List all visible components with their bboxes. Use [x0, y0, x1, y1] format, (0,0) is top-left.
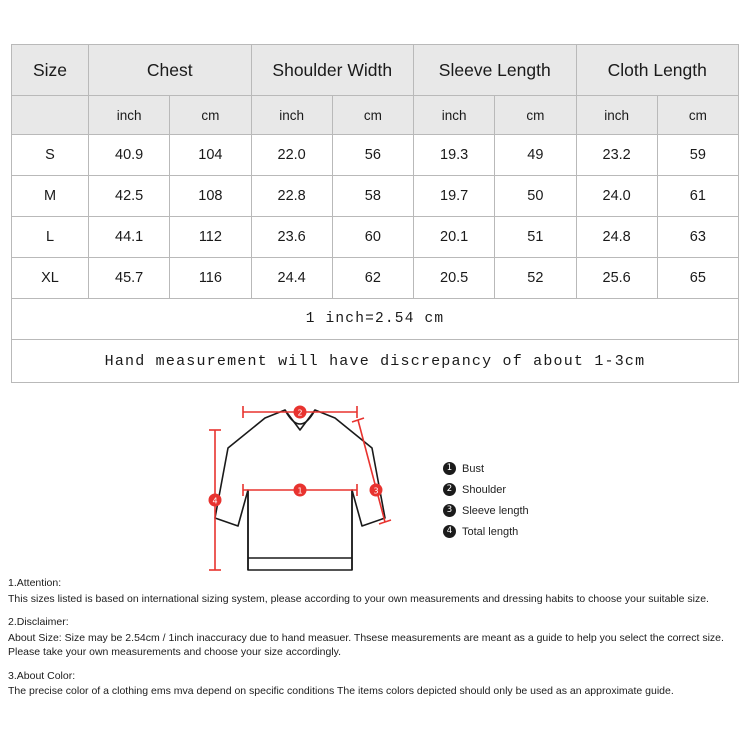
cell-sleeve-inch: 20.1	[414, 217, 495, 258]
unit-shoulder-cm: cm	[332, 96, 413, 135]
measurement-note-row	[12, 340, 739, 383]
header-chest: Chest	[89, 45, 252, 96]
cell-sleeve-inch: 19.7	[414, 176, 495, 217]
diagram-marker-bust	[294, 484, 307, 497]
legend-marker-1-icon: 1	[443, 462, 456, 475]
conversion-note: 1 inch=2.54 cm	[12, 299, 739, 340]
row-size-label: L	[12, 217, 89, 258]
cell-sleeve-cm: 51	[495, 217, 576, 258]
note-attention-body: This sizes listed is based on international sizing system, please according to your own measurements and dressing habits to choose your suitable size.	[8, 592, 709, 605]
svg-text:3: 3	[373, 486, 379, 496]
cell-sleeve-cm: 52	[495, 258, 576, 299]
note-about-color-body: The precise color of a clothing ems mva depend on specific conditions The items colors depicted should only be used as an approximate guide.	[8, 685, 674, 697]
cell-shoulder-cm: 62	[332, 258, 413, 299]
cell-shoulder-cm: 58	[332, 176, 413, 217]
legend-label-shoulder: Shoulder	[462, 483, 507, 496]
note-attention	[8, 576, 743, 606]
table-row	[12, 135, 739, 176]
legend-item-bust	[443, 462, 613, 475]
table-header-row	[12, 45, 739, 96]
measurement-note: Hand measurement will have discrepancy of about 1-3cm	[12, 340, 739, 383]
legend-item-sleeve-length	[443, 504, 613, 517]
measurement-legend	[443, 462, 613, 546]
legend-marker-4-icon: 4	[443, 525, 456, 538]
table-row	[12, 258, 739, 299]
cell-chest-cm: 116	[170, 258, 251, 299]
legend-label-total-length: Total length	[462, 525, 519, 538]
cell-chest-inch: 40.9	[89, 135, 170, 176]
diagram-marker-sleeve	[370, 484, 383, 497]
cell-shoulder-cm: 56	[332, 135, 413, 176]
cell-shoulder-inch: 24.4	[251, 258, 332, 299]
cell-shoulder-inch: 22.0	[251, 135, 332, 176]
svg-text:4: 4	[212, 496, 218, 506]
row-size-label: XL	[12, 258, 89, 299]
conversion-note-row	[12, 299, 739, 340]
header-size: Size	[12, 45, 89, 96]
cell-cloth-inch: 23.2	[576, 135, 657, 176]
row-size-label: M	[12, 176, 89, 217]
legend-item-shoulder	[443, 483, 613, 496]
cell-chest-inch: 44.1	[89, 217, 170, 258]
unit-chest-inch: inch	[89, 96, 170, 135]
legend-label-bust: Bust	[462, 462, 485, 475]
legend-marker-3-icon: 3	[443, 504, 456, 517]
unit-sleeve-cm: cm	[495, 96, 576, 135]
cell-cloth-inch: 25.6	[576, 258, 657, 299]
note-about-color-title: 3.About Color:	[8, 669, 76, 682]
cell-chest-cm: 108	[170, 176, 251, 217]
header-cloth-length: Cloth Length	[576, 45, 739, 96]
header-sleeve-length: Sleeve Length	[414, 45, 577, 96]
svg-text:1: 1	[297, 486, 303, 496]
svg-text:2: 2	[297, 408, 303, 418]
cell-cloth-cm: 59	[657, 135, 738, 176]
size-chart-table-container	[11, 44, 739, 383]
unit-shoulder-inch: inch	[251, 96, 332, 135]
note-disclaimer-title: 2.Disclaimer:	[8, 616, 69, 628]
unit-corner-blank	[12, 96, 89, 135]
note-disclaimer-body: About Size: Size may be 2.54cm / 1inch inaccuracy due to hand measuer. Thsese measurements are meant as a guide to help you select the correct size. Please take your own measurements and choose your size accordingly.	[8, 631, 724, 658]
cell-sleeve-cm: 50	[495, 176, 576, 217]
unit-cloth-cm: cm	[657, 96, 738, 135]
legend-label-sleeve-length: Sleeve length	[462, 504, 529, 517]
cell-chest-cm: 104	[170, 135, 251, 176]
cell-chest-inch: 42.5	[89, 176, 170, 217]
legend-item-total-length	[443, 525, 613, 538]
table-row	[12, 217, 739, 258]
table-row	[12, 176, 739, 217]
cell-shoulder-inch: 22.8	[251, 176, 332, 217]
cell-cloth-cm: 63	[657, 217, 738, 258]
cell-cloth-cm: 61	[657, 176, 738, 217]
note-about-color	[8, 669, 743, 699]
cell-shoulder-inch: 23.6	[251, 217, 332, 258]
unit-sleeve-inch: inch	[414, 96, 495, 135]
garment-diagram-svg	[0, 390, 750, 590]
notes-section	[8, 576, 743, 708]
note-attention-title: 1.Attention:	[8, 577, 62, 589]
cell-cloth-inch: 24.8	[576, 217, 657, 258]
garment-illustration	[0, 390, 750, 590]
row-size-label: S	[12, 135, 89, 176]
legend-marker-2-icon: 2	[443, 483, 456, 496]
diagram-marker-total-length	[209, 494, 222, 507]
cell-cloth-inch: 24.0	[576, 176, 657, 217]
note-disclaimer	[8, 615, 743, 660]
header-shoulder-width: Shoulder Width	[251, 45, 414, 96]
cell-chest-cm: 112	[170, 217, 251, 258]
cell-sleeve-inch: 20.5	[414, 258, 495, 299]
unit-chest-cm: cm	[170, 96, 251, 135]
cell-cloth-cm: 65	[657, 258, 738, 299]
cell-chest-inch: 45.7	[89, 258, 170, 299]
diagram-marker-shoulder	[294, 406, 307, 419]
table-unit-row	[12, 96, 739, 135]
cell-sleeve-cm: 49	[495, 135, 576, 176]
unit-cloth-inch: inch	[576, 96, 657, 135]
cell-shoulder-cm: 60	[332, 217, 413, 258]
size-chart-table	[11, 44, 739, 383]
cell-sleeve-inch: 19.3	[414, 135, 495, 176]
